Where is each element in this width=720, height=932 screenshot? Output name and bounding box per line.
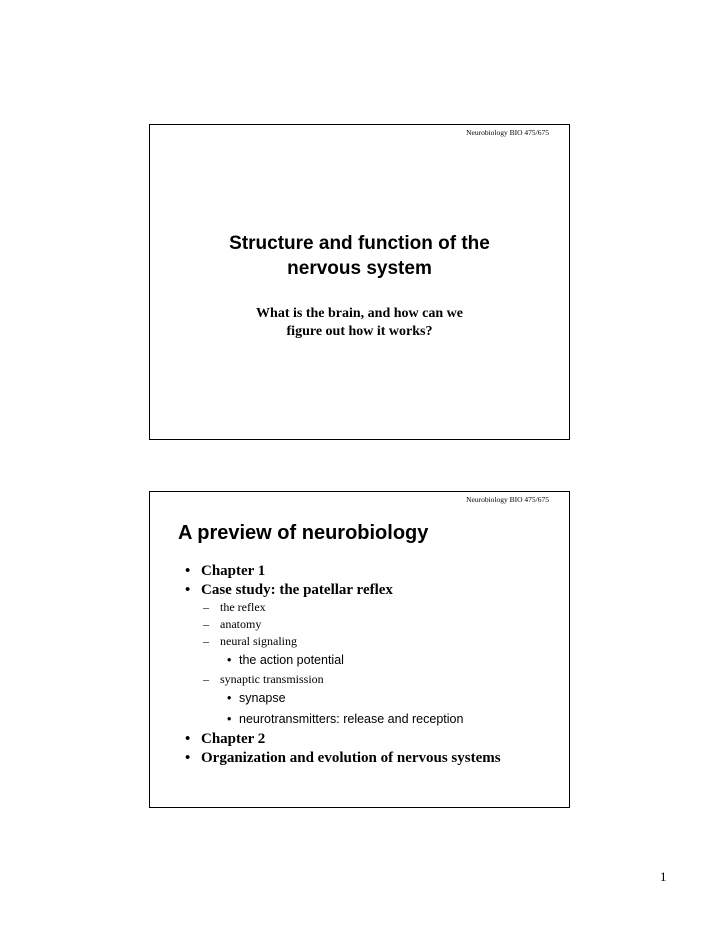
bullet-marker: • <box>227 712 232 726</box>
outline-item-text: anatomy <box>220 617 262 631</box>
slide-title <box>149 124 570 440</box>
outline-item-text: the reflex <box>220 600 266 614</box>
outline-item-text: neural signaling <box>220 634 297 648</box>
bullet-marker: • <box>185 563 191 579</box>
slide-heading: A preview of neurobiology <box>178 522 429 544</box>
outline-subsubitem <box>183 650 563 671</box>
outline-item-text: neurotransmitters: release and reception <box>239 712 464 726</box>
outline-item-text: synaptic transmission <box>220 672 324 686</box>
outline-item-text: Chapter 1 <box>201 563 266 579</box>
outline-item <box>183 581 563 600</box>
outline-subitem <box>183 599 563 616</box>
bullet-marker: • <box>185 731 191 747</box>
bullet-marker: • <box>227 691 232 705</box>
bullet-marker: • <box>227 653 232 667</box>
dash-marker: – <box>203 600 209 614</box>
outline-item <box>183 562 563 581</box>
outline-subsubitem <box>183 709 563 730</box>
dash-marker: – <box>203 672 209 686</box>
course-tag: Neurobiology BIO 475/675 <box>466 495 549 504</box>
outline-item <box>183 749 563 768</box>
outline-item-text: Chapter 2 <box>201 731 266 747</box>
slide-title-text <box>150 231 569 281</box>
slide-subtitle <box>150 305 569 341</box>
subtitle-line: figure out how it works? <box>286 324 433 339</box>
outline-item-text: the action potential <box>239 653 344 667</box>
page-number: 1 <box>660 869 667 884</box>
course-tag: Neurobiology BIO 475/675 <box>466 128 549 137</box>
dash-marker: – <box>203 634 209 648</box>
title-line: Structure and function of the <box>229 233 490 254</box>
outline-subitem <box>183 616 563 633</box>
bullet-marker: • <box>185 581 191 598</box>
slide-outline <box>149 491 570 808</box>
outline-list <box>183 562 563 767</box>
subtitle-line: What is the brain, and how can we <box>256 306 463 321</box>
outline-item-text: synapse <box>239 691 286 705</box>
dash-marker: – <box>203 617 209 631</box>
bullet-marker: • <box>185 749 191 766</box>
title-line: nervous system <box>287 258 432 279</box>
outline-subitem <box>183 671 563 688</box>
outline-item-text: Organization and evolution of nervous systems <box>201 749 501 766</box>
outline-subsubitem <box>183 688 563 709</box>
outline-item <box>183 730 563 749</box>
outline-item-text: Case study: the patellar reflex <box>201 581 393 598</box>
outline-subitem <box>183 633 563 650</box>
